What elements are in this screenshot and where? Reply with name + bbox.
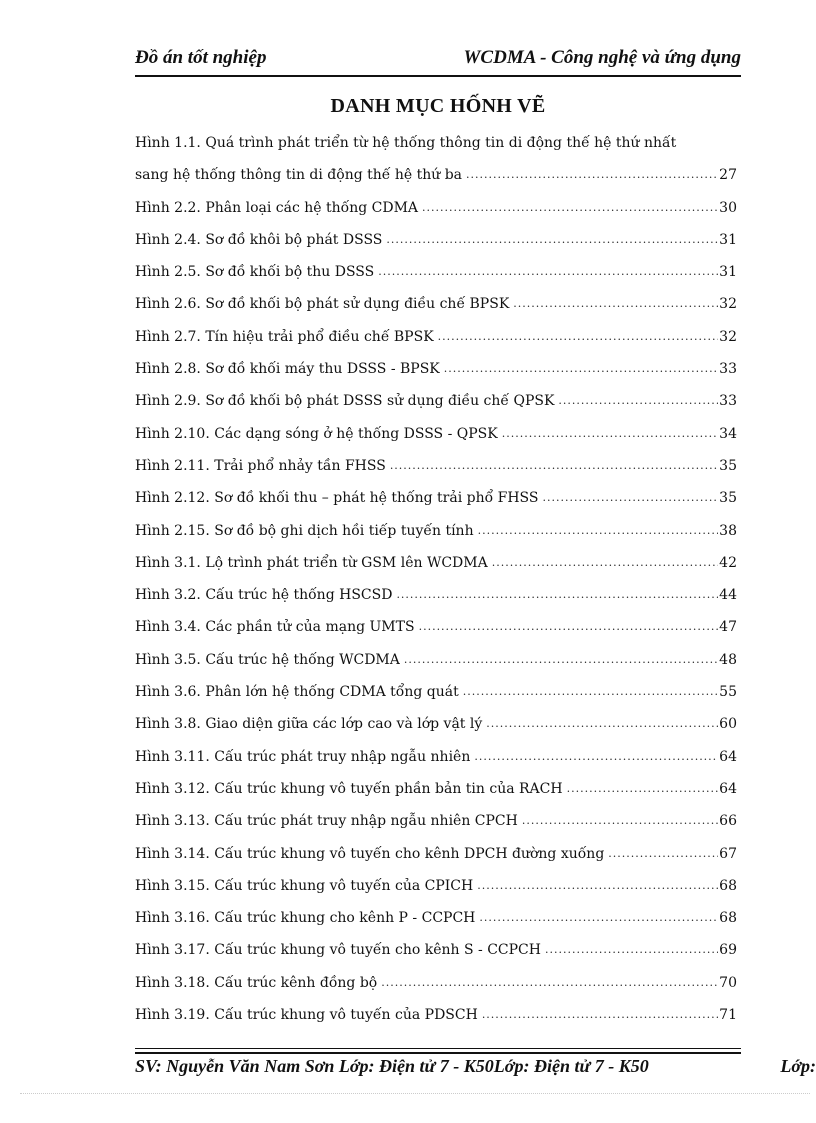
entry-page: 60 [719,716,737,733]
leader-dots [522,805,718,837]
list-item [135,644,737,676]
list-item [135,224,737,256]
leader-dots [466,159,718,191]
header-rule [135,75,741,77]
list-item [135,482,737,514]
entry-text: Hình 2.8. Sơ đồ khối máy thu DSSS - BPSK [135,361,440,378]
entry-text: Hình 3.12. Cấu trúc khung vô tuyến phần bản tin của RACH [135,780,563,797]
entry-text: Hình 3.6. Phân lớn hệ thống CDMA tổng quát [135,684,459,701]
entry-page: 64 [719,780,737,797]
entry-text: Hình 3.17. Cấu trúc khung vô tuyến cho kênh S - CCPCH [135,942,541,959]
list-item [135,934,737,966]
entry-text: Hình 2.10. Các dạng sóng ở hệ thống DSSS - QPSK [135,425,498,442]
entry-text: Hình 3.8. Giao diện giữa các lớp cao và lớp vật lý [135,716,483,733]
leader-dots [390,450,718,482]
leader-dots [396,579,718,611]
leader-dots [558,385,718,417]
page-footer [135,1056,816,1082]
entry-text: Hình 2.11. Trải phổ nhảy tần FHSS [135,457,386,474]
entry-page: 71 [719,1007,737,1024]
list-item [135,741,737,773]
entry-text: Hình 1.1. Quá trình phát triển từ hệ thống thông tin di động thế hệ thứ nhất [135,135,677,151]
list-item [135,611,737,643]
entry-text: Hình 3.11. Cấu trúc phát truy nhập ngẫu nhiên [135,748,471,765]
list-item [135,159,737,191]
list-item [135,999,737,1031]
entry-text: Hình 3.4. Các phần tử của mạng UMTS [135,619,415,636]
entry-page: 30 [719,199,737,216]
entry-page: 68 [719,910,737,927]
leader-dots [608,838,718,870]
list-item [135,418,737,450]
entry-page: 35 [719,457,737,474]
list-item [135,579,737,611]
entry-page: 47 [719,619,737,636]
entry-text: Hình 2.7. Tín hiệu trải phổ điều chế BPSK [135,328,434,345]
list-item [135,515,737,547]
entry-page: 69 [719,942,737,959]
page-header [135,47,741,73]
entry-page: 38 [719,522,737,539]
entry-page: 44 [719,587,737,604]
leader-dots [477,870,718,902]
entry-text: Hình 2.15. Sơ đồ bộ ghi dịch hồi tiếp tuyến tính [135,522,474,539]
leader-dots [419,611,719,643]
list-item [135,450,737,482]
header-left-text: Đồ án tốt nghiệp [135,47,267,68]
footer-rule-thin [135,1048,741,1049]
entry-page: 70 [719,974,737,991]
leader-dots [542,482,718,514]
entry-page: 42 [719,554,737,571]
leader-dots [479,902,718,934]
entry-text: sang hệ thống thông tin di động thế hệ thứ ba [135,167,463,184]
leader-dots [422,192,718,224]
footer-left-text: SV: Nguyễn Văn Nam Sơn Lớp: Điện tử 7 - K50Lớp: Điện tử 7 - K50 [135,1056,649,1076]
entry-text: Hình 2.2. Phân loại các hệ thống CDMA [135,199,419,216]
leader-dots [486,708,718,740]
leader-dots [378,256,718,288]
entry-page: 33 [719,393,737,410]
list-item [135,547,737,579]
page-edge [20,1093,810,1094]
list-item [135,838,737,870]
entry-text: Hình 2.5. Sơ đồ khối bộ thu DSSS [135,264,375,281]
entry-page: 55 [719,684,737,701]
entry-page: 67 [719,845,737,862]
entry-text: Hình 2.4. Sơ đồ khôi bộ phát DSSS [135,231,383,248]
entry-page: 31 [719,264,737,281]
header-right-text: WCDMA - Công nghệ và ứng dụng [463,47,741,68]
leader-dots [474,741,718,773]
list-item [135,192,737,224]
entry-text: Hình 3.13. Cấu trúc phát truy nhập ngẫu nhiên CPCH [135,813,518,830]
entry-page: 66 [719,813,737,830]
list-item [135,967,737,999]
list-item [135,773,737,805]
entry-text: Hình 3.5. Cấu trúc hệ thống WCDMA [135,651,400,668]
entry-page: 33 [719,361,737,378]
entry-text: Hình 2.6. Sơ đồ khối bộ phát sử dụng điều chế BPSK [135,296,510,313]
leader-dots [444,353,718,385]
leader-dots [502,418,718,450]
leader-dots [386,224,718,256]
leader-dots [513,288,718,320]
entry-page: 27 [719,167,737,184]
leader-dots [381,967,718,999]
entry-page: 32 [719,296,737,313]
list-item [135,353,737,385]
entry-page: 68 [719,877,737,894]
entry-text: Hình 2.12. Sơ đồ khối thu – phát hệ thống trải phổ FHSS [135,490,539,507]
entry-text: Hình 3.14. Cấu trúc khung vô tuyến cho kênh DPCH đường xuống [135,845,605,862]
entry-page: 31 [719,231,737,248]
leader-dots [482,999,718,1031]
list-item [135,127,737,159]
entry-text: Hình 3.19. Cấu trúc khung vô tuyến của PDSCH [135,1007,478,1024]
list-item [135,256,737,288]
list-item [135,288,737,320]
list-item [135,385,737,417]
leader-dots [492,547,718,579]
entry-page: 35 [719,490,737,507]
list-item [135,676,737,708]
list-item [135,902,737,934]
entry-page: 48 [719,651,737,668]
entry-page: 64 [719,748,737,765]
entry-text: Hình 3.1. Lộ trình phát triển từ GSM lên WCDMA [135,554,488,571]
entry-page: 34 [719,425,737,442]
list-item [135,805,737,837]
leader-dots [567,773,719,805]
leader-dots [545,934,718,966]
entry-page: 32 [719,328,737,345]
entry-text: Hình 3.2. Cấu trúc hệ thống HSCSD [135,587,393,604]
list-item [135,870,737,902]
leader-dots [463,676,718,708]
list-item [135,321,737,353]
leader-dots [404,644,718,676]
leader-dots [438,321,719,353]
page-title: DANH MỤC HỐNH VẼ [330,95,546,117]
entry-text: Hình 2.9. Sơ đồ khối bộ phát DSSS sử dụng điều chế QPSK [135,393,555,410]
entry-text: Hình 3.18. Cấu trúc kênh đồng bộ [135,974,378,991]
leader-dots [478,515,719,547]
footer-rule-thick [135,1052,741,1054]
list-item [135,708,737,740]
figure-list [135,127,737,1031]
footer-right-text: Lớp: [780,1056,816,1076]
entry-text: Hình 3.16. Cấu trúc khung cho kênh P - CCPCH [135,910,476,927]
entry-text: Hình 3.15. Cấu trúc khung vô tuyến của CPICH [135,877,474,894]
